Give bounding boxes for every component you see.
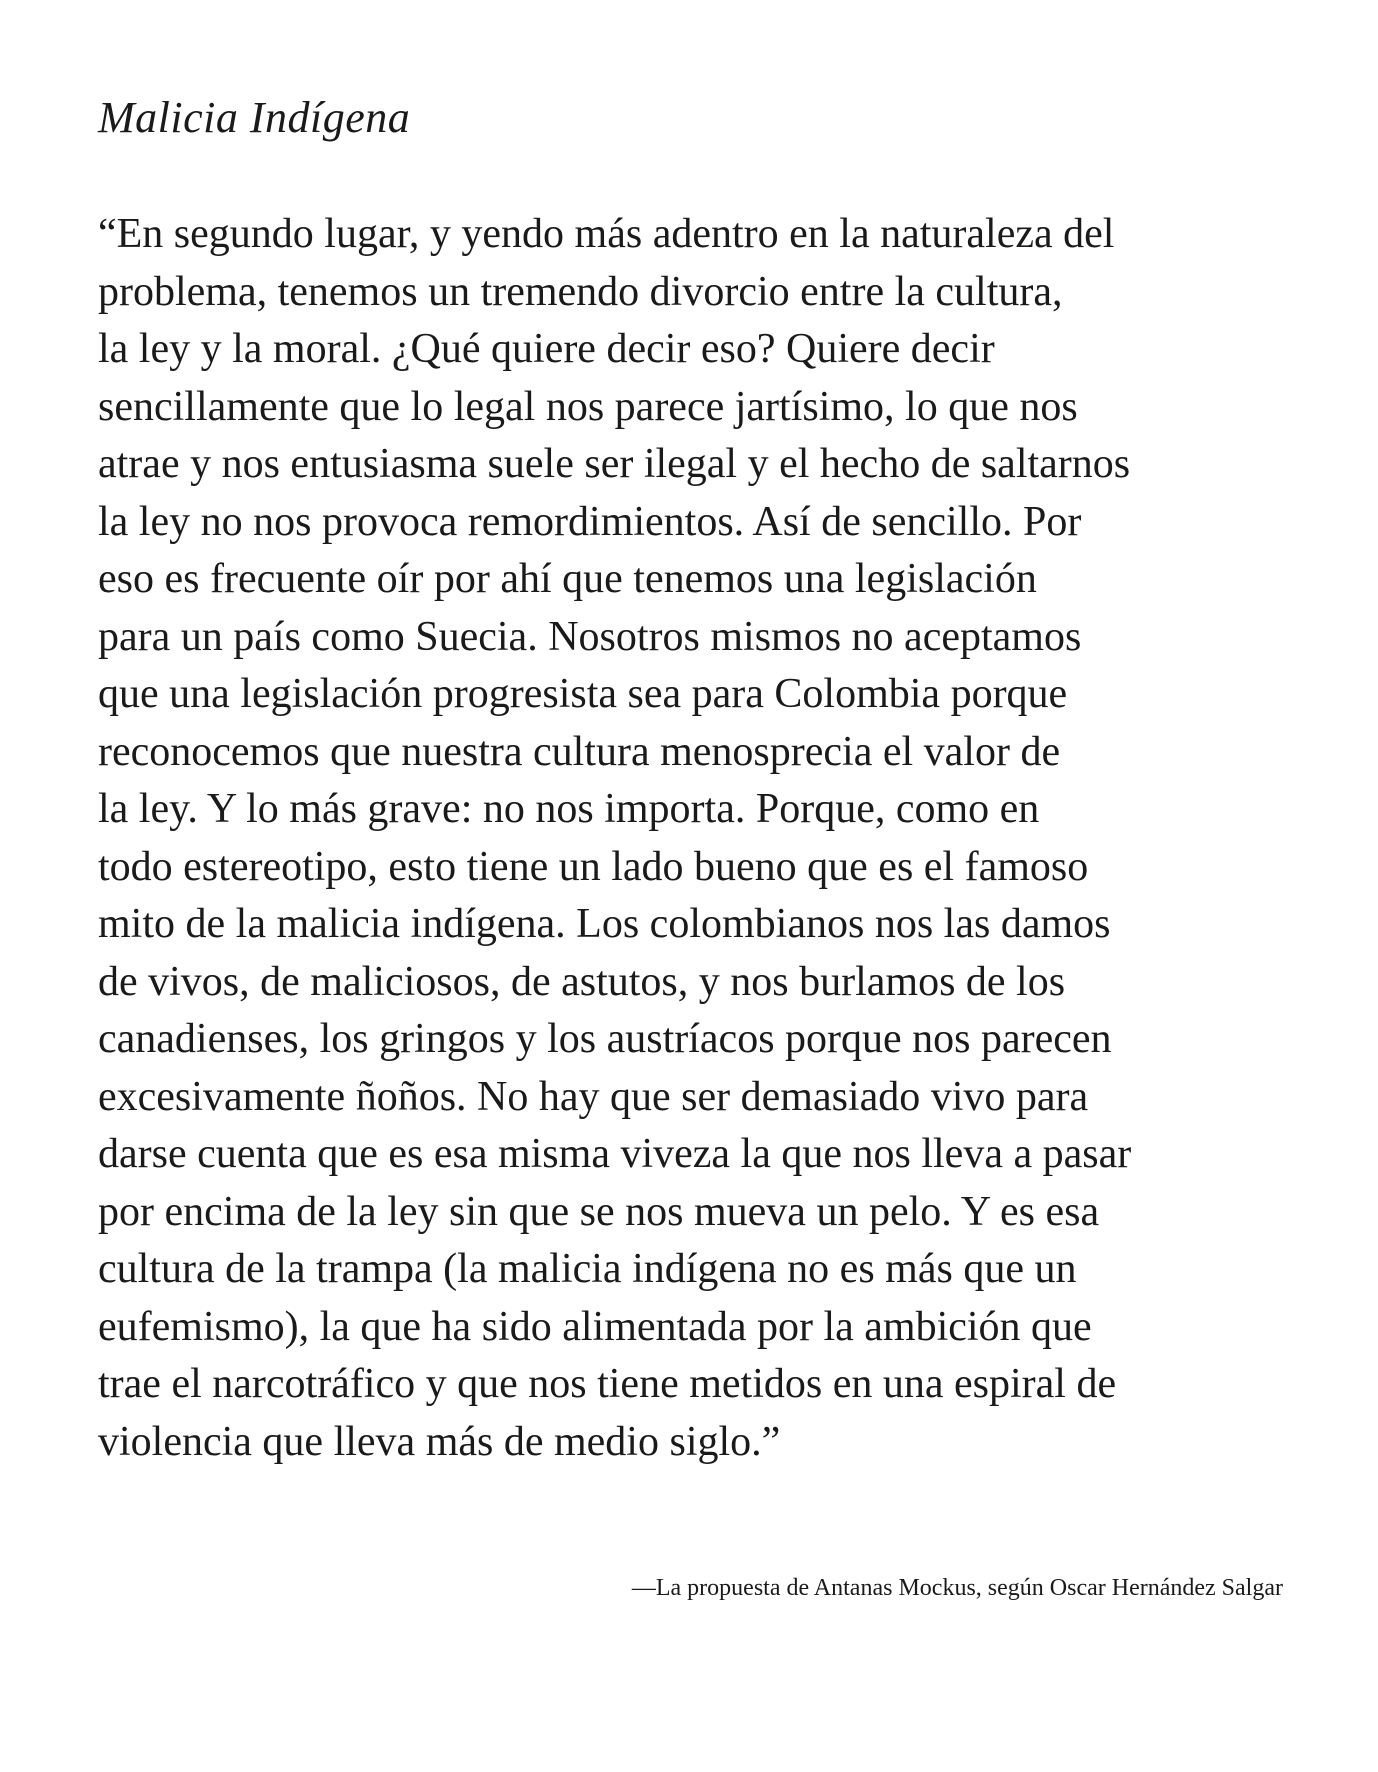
quote-line: reconocemos que nuestra cultura menosprecia el valor de [98,728,1061,775]
quote-line: darse cuenta que es esa misma viveza la que nos lleva a pasar [98,1131,1132,1177]
quote-line: la ley y la moral. ¿Qué quiere decir eso? Quiere decir [98,326,995,372]
quote-line: problema, tenemos un tremendo divorcio entre la cultura, [98,268,1063,315]
quote-line: atrae y nos entusiasma suele ser ilegal y el hecho de saltarnos [98,441,1131,487]
quote-line: violencia que lleva más de medio siglo.” [98,1418,781,1465]
quote-line: “En segundo lugar, y yendo más adentro en la naturaleza del [98,211,1115,257]
quote-block [98,206,1131,1471]
quote-line: eso es frecuente oír por ahí que tenemos una legislación [98,556,1037,602]
quote-line: mito de la malicia indígena. Los colombianos nos las damos [98,901,1111,947]
quote-line: excesivamente ñoños. No hay que ser demasiado vivo para [98,1073,1089,1120]
document-title: Malicia Indígena [98,93,411,142]
document-page [98,0,1298,1772]
quote-line: la ley. Y lo más grave: no nos importa. Porque, como en [98,786,1040,832]
quote-line: eufemismo), la que ha sido alimentada por la ambición que [98,1303,1092,1350]
quote-line: que una legislación progresista sea para Colombia porque [98,671,1068,717]
quote-line: por encima de la ley sin que se nos mueva un pelo. Y es esa [98,1188,1100,1235]
quote-line: trae el narcotráfico y que nos tiene metidos en una espiral de [98,1361,1117,1407]
quote-line: cultura de la trampa (la malicia indígena no es más que un [98,1246,1077,1292]
quote-line: de vivos, de maliciosos, de astutos, y nos burlamos de los [98,958,1066,1005]
quote-line: la ley no nos provoca remordimientos. Así de sencillo. Por [98,498,1082,545]
quote-line: canadienses, los gringos y los austríacos porque nos parecen [98,1016,1112,1062]
quote-line: sencillamente que lo legal nos parece jartísimo, lo que nos [98,383,1078,430]
quote-line: todo estereotipo, esto tiene un lado bueno que es el famoso [98,843,1089,890]
quote-attribution: —La propuesta de Antanas Mockus, según Oscar Hernández Salgar [631,1575,1283,1601]
quote-line: para un país como Suecia. Nosotros mismos no aceptamos [98,613,1082,660]
